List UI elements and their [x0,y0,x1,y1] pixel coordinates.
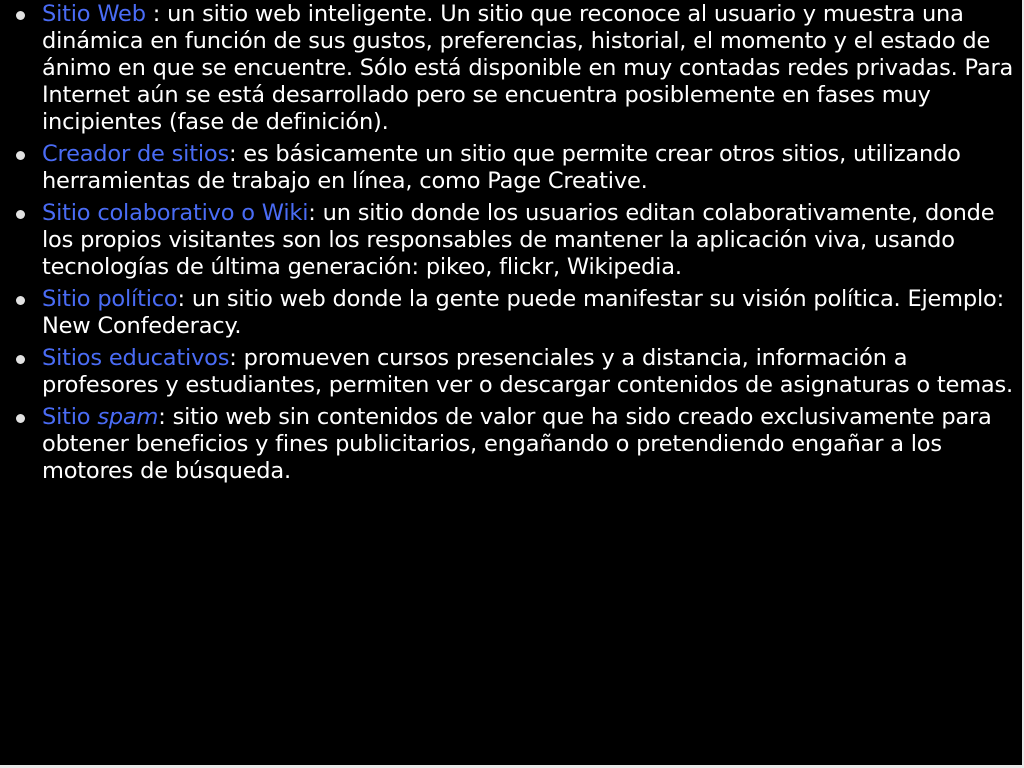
bullet-list [14,1,1014,490]
item-description: : un sitio web donde la gente puede manifestar su visión política. Ejemplo: New Confederacy. [42,286,1004,339]
bullet-dot-icon [16,151,25,160]
item-description: : un sitio donde los usuarios editan colaborativamente, donde los propios visitantes son los responsables de mantener la aplicación viva, usando tecnologías de última generación: pikeo, flickr, Wikipedia. [42,200,995,280]
item-description: : un sitio web inteligente. Un sitio que reconoce al usuario y muestra una dinámica en función de sus gustos, preferencias, historial, el momento y el estado de ánimo en que se encuentre. Sólo está disponible en muy contadas redes privadas. Para Internet aún se está desarrollado pero se encuentra posiblemente en fases muy incipientes (fase de definición). [42,1,1014,135]
term-link[interactable]: Sitio Web [42,1,146,27]
term-italic: spam [97,404,159,430]
bullet-dot-icon [16,355,25,364]
list-item-sitio-spam [14,404,1014,485]
list-item-sitio-politico [14,286,1014,340]
term-link[interactable]: Sitios educativos [42,345,230,371]
term-link[interactable]: Creador de sitios [42,141,229,167]
list-item-sitio-colaborativo [14,200,1014,281]
item-description: : sitio web sin contenidos de valor que ha sido creado exclusivamente para obtener beneficios y fines publicitarios, engañando o pretendiendo engañar a los motores de búsqueda. [42,404,992,484]
term-link[interactable]: Sitio colaborativo o Wiki [42,200,309,226]
item-description: : promueven cursos presenciales y a distancia, información a profesores y estudiantes, permiten ver o descargar contenidos de asignaturas o temas. [42,345,1013,398]
list-item-sitios-educativos [14,345,1014,399]
item-description: : es básicamente un sitio que permite crear otros sitios, utilizando herramientas de trabajo en línea, como Page Creative. [42,141,961,194]
bullet-dot-icon [16,11,25,20]
term-link[interactable]: Sitio político [42,286,178,312]
bullet-dot-icon [16,414,25,423]
bullet-dot-icon [16,296,25,305]
list-item-sitio-web [14,1,1014,136]
bullet-dot-icon [16,210,25,219]
term-prefix: Sitio [42,404,98,430]
list-item-creador-de-sitios [14,141,1014,195]
term-link[interactable] [42,404,158,430]
